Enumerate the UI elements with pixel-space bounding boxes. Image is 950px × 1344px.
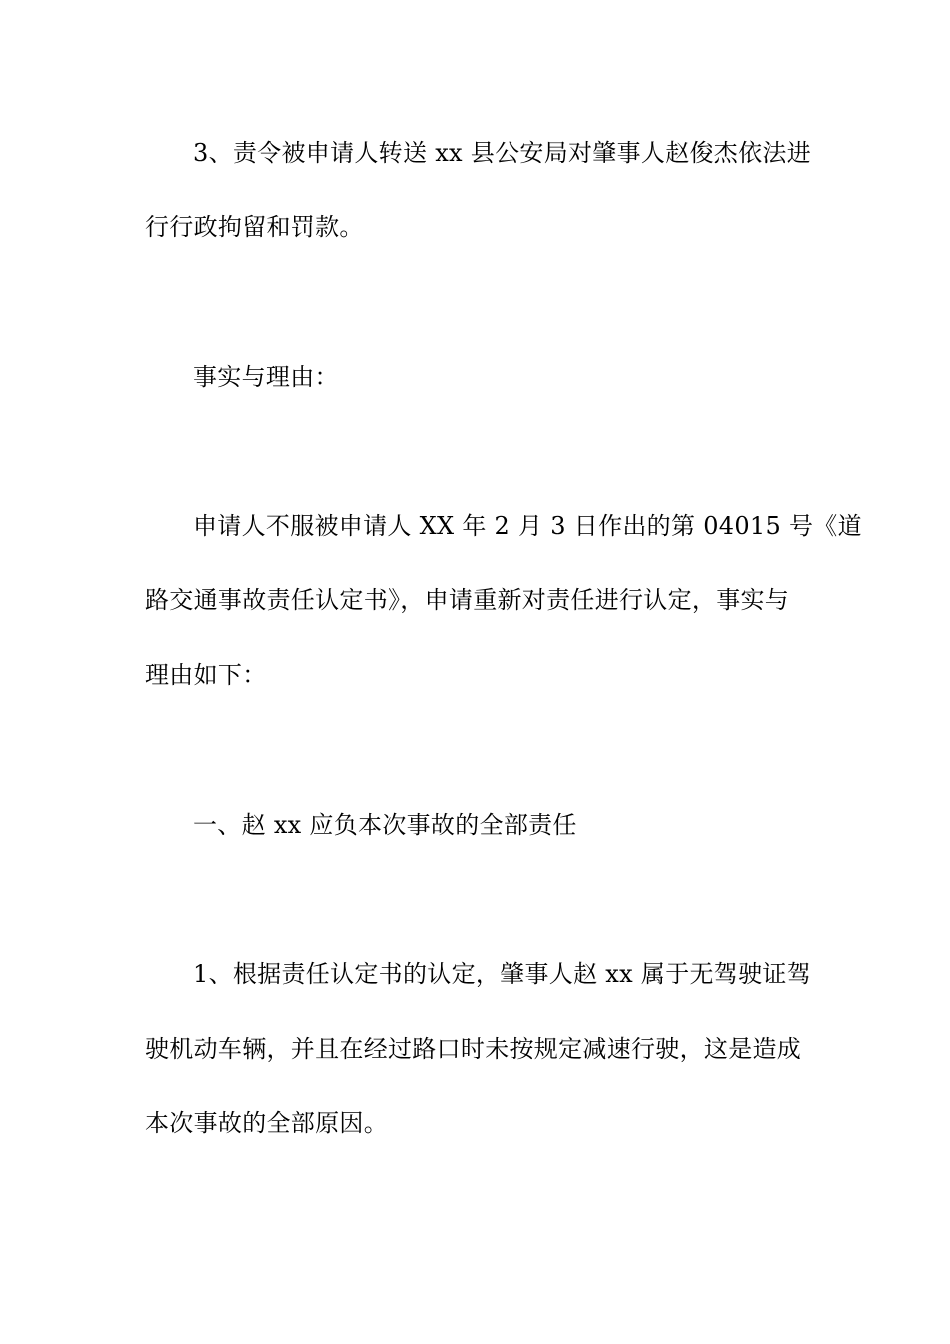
- paragraph-3-line-2: 路交通事故责任认定书》，申请重新对责任进行认定，事实与: [145, 586, 790, 614]
- paragraph-5-line-3: 本次事故的全部原因。: [145, 1109, 388, 1137]
- paragraph-5-line-2: 驶机动车辆，并且在经过路口时未按规定减速行驶，这是造成: [145, 1035, 802, 1063]
- paragraph-1-line-2: 行行政拘留和罚款。: [145, 213, 364, 241]
- section-heading-responsibility: 一、赵 xx 应负本次事故的全部责任: [193, 811, 577, 839]
- paragraph-3-line-3: 理由如下：: [145, 661, 267, 689]
- paragraph-1-line-1: 3、责令被申请人转送 xx 县公安局对肇事人赵俊杰依法进: [193, 139, 811, 167]
- paragraph-3-line-1: 申请人不服被申请人 XX 年 2 月 3 日作出的第 04015 号《道: [193, 512, 862, 540]
- paragraph-5-line-1: 1、根据责任认定书的认定，肇事人赵 xx 属于无驾驶证驾: [193, 960, 811, 988]
- section-heading-facts: 事实与理由：: [193, 363, 339, 391]
